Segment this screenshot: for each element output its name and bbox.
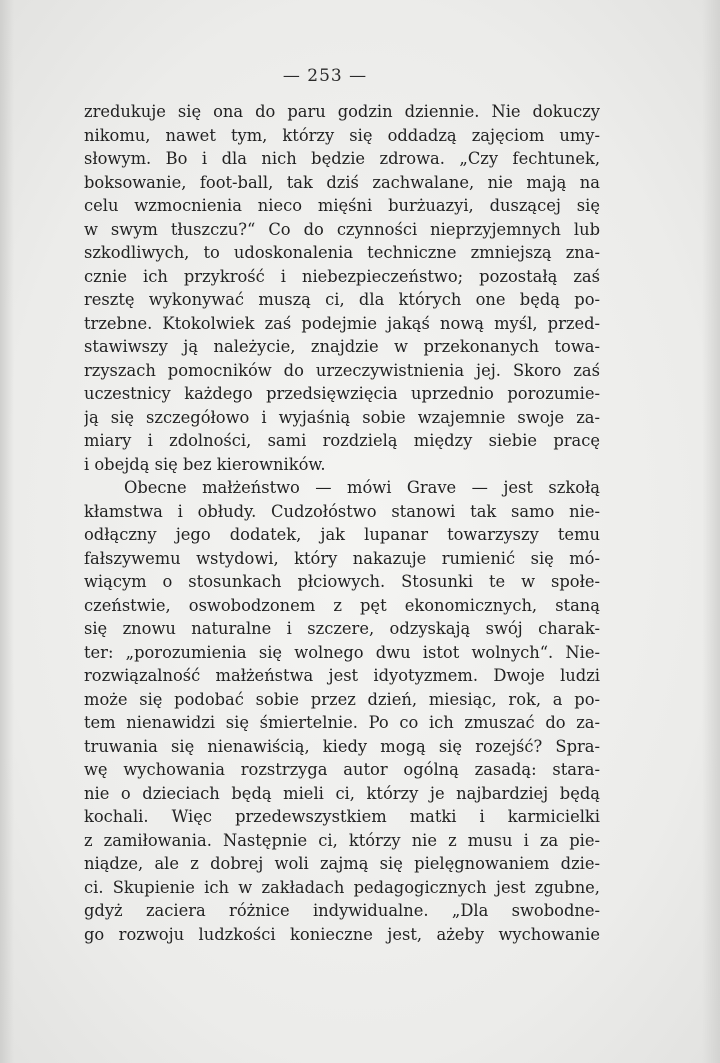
text-line: kłamstwa i obłudy. Cudzołóstwo stanowi tak samo nie-: [84, 501, 600, 521]
text-line: ci. Skupienie ich w zakładach pedagogicznych jest zgubne,: [84, 877, 600, 897]
text-line: wiącym o stosunkach płciowych. Stosunki te w społe-: [84, 572, 600, 591]
text-line: miary i zdolności, sami rozdzielą między siebie pracę: [84, 431, 600, 450]
text-line: zredukuje się ona do paru godzin dziennie. Nie dokuczy: [84, 102, 600, 121]
text-line: nie o dzieciach będą mieli ci, którzy je najbardziej będą: [84, 783, 600, 803]
text-line: z zamiłowania. Następnie ci, którzy nie z musu i za pie-: [84, 830, 600, 850]
text-line: gdyż zaciera różnice indywidualne. „Dla swobodne-: [84, 901, 600, 920]
page-edge-right: [702, 0, 720, 1063]
text-line: fałszywemu wstydowi, który nakazuje rumienić się mó-: [84, 548, 600, 568]
text-line: boksowanie, foot-ball, tak dziś zachwalane, nie mają na: [84, 172, 600, 192]
text-line: i obejdą się bez kierowników.: [84, 454, 326, 474]
page-number: — 253 —: [282, 66, 368, 86]
text-line: ter: „porozumienia się wolnego dwu istot wolnych“. Nie-: [84, 642, 600, 662]
text-line: rozwiązalność małżeństwa jest idyotyzmem. Dwoje ludzi: [84, 666, 600, 685]
text-line: truwania się nienawiścią, kiedy mogą się rozejść? Spra-: [84, 736, 600, 756]
text-line: nikomu, nawet tym, którzy się oddadzą zajęciom umy-: [84, 125, 600, 145]
text-line: celu wzmocnienia nieco mięśni burżuazyi, duszącej się: [84, 196, 600, 215]
text-line: go rozwoju ludzkości konieczne jest, ażeby wychowanie: [84, 924, 600, 944]
text-line: szkodliwych, to udoskonalenia techniczne zmniejszą zna-: [84, 243, 600, 262]
text-line: stawiwszy ją należycie, znajdzie w przekonanych towa-: [84, 337, 600, 356]
text-line: uczestnicy każdego przedsięwzięcia uprzednio porozumie-: [84, 384, 600, 403]
text-line: resztę wykonywać muszą ci, dla których one będą po-: [84, 290, 600, 309]
text-line: Obecne małżeństwo — mówi Grave — jest szkołą: [124, 478, 600, 497]
text-line: słowym. Bo i dla nich będzie zdrowa. „Czy fechtunek,: [84, 149, 600, 168]
text-line: cznie ich przykrość i niebezpieczeństwo; pozostałą zaś: [84, 266, 600, 286]
text-line: kochali. Więc przedewszystkiem matki i karmicielki: [84, 807, 600, 826]
text-line: się znowu naturalne i szczere, odzyskają swój charak-: [84, 619, 600, 638]
text-line: niądze, ale z dobrej woli zajmą się pielęgnowaniem dzie-: [84, 854, 600, 873]
body-text: [84, 100, 600, 946]
text-line: odłączny jego dodatek, jak lupanar towarzyszy temu: [84, 525, 600, 544]
text-line: w swym tłuszczu?“ Co do czynności nieprzyjemnych lub: [84, 219, 600, 239]
text-line: wę wychowania rozstrzyga autor ogólną zasadą: stara-: [84, 760, 600, 779]
page-edge-left: [0, 0, 14, 1063]
text-line: tem nienawidzi się śmiertelnie. Po co ich zmuszać do za-: [84, 713, 600, 732]
text-line: może się podobać sobie przez dzień, miesiąc, rok, a po-: [84, 689, 600, 709]
text-line: trzebne. Ktokolwiek zaś podejmie jakąś nową myśl, przed-: [84, 313, 600, 333]
text-line: czeństwie, oswobodzonem z pęt ekonomicznych, staną: [84, 595, 600, 615]
text-line: ją się szczegółowo i wyjaśnią sobie wzajemnie swoje za-: [84, 407, 600, 427]
text-line: rzyszach pomocników do urzeczywistnienia jej. Skoro zaś: [84, 360, 600, 380]
